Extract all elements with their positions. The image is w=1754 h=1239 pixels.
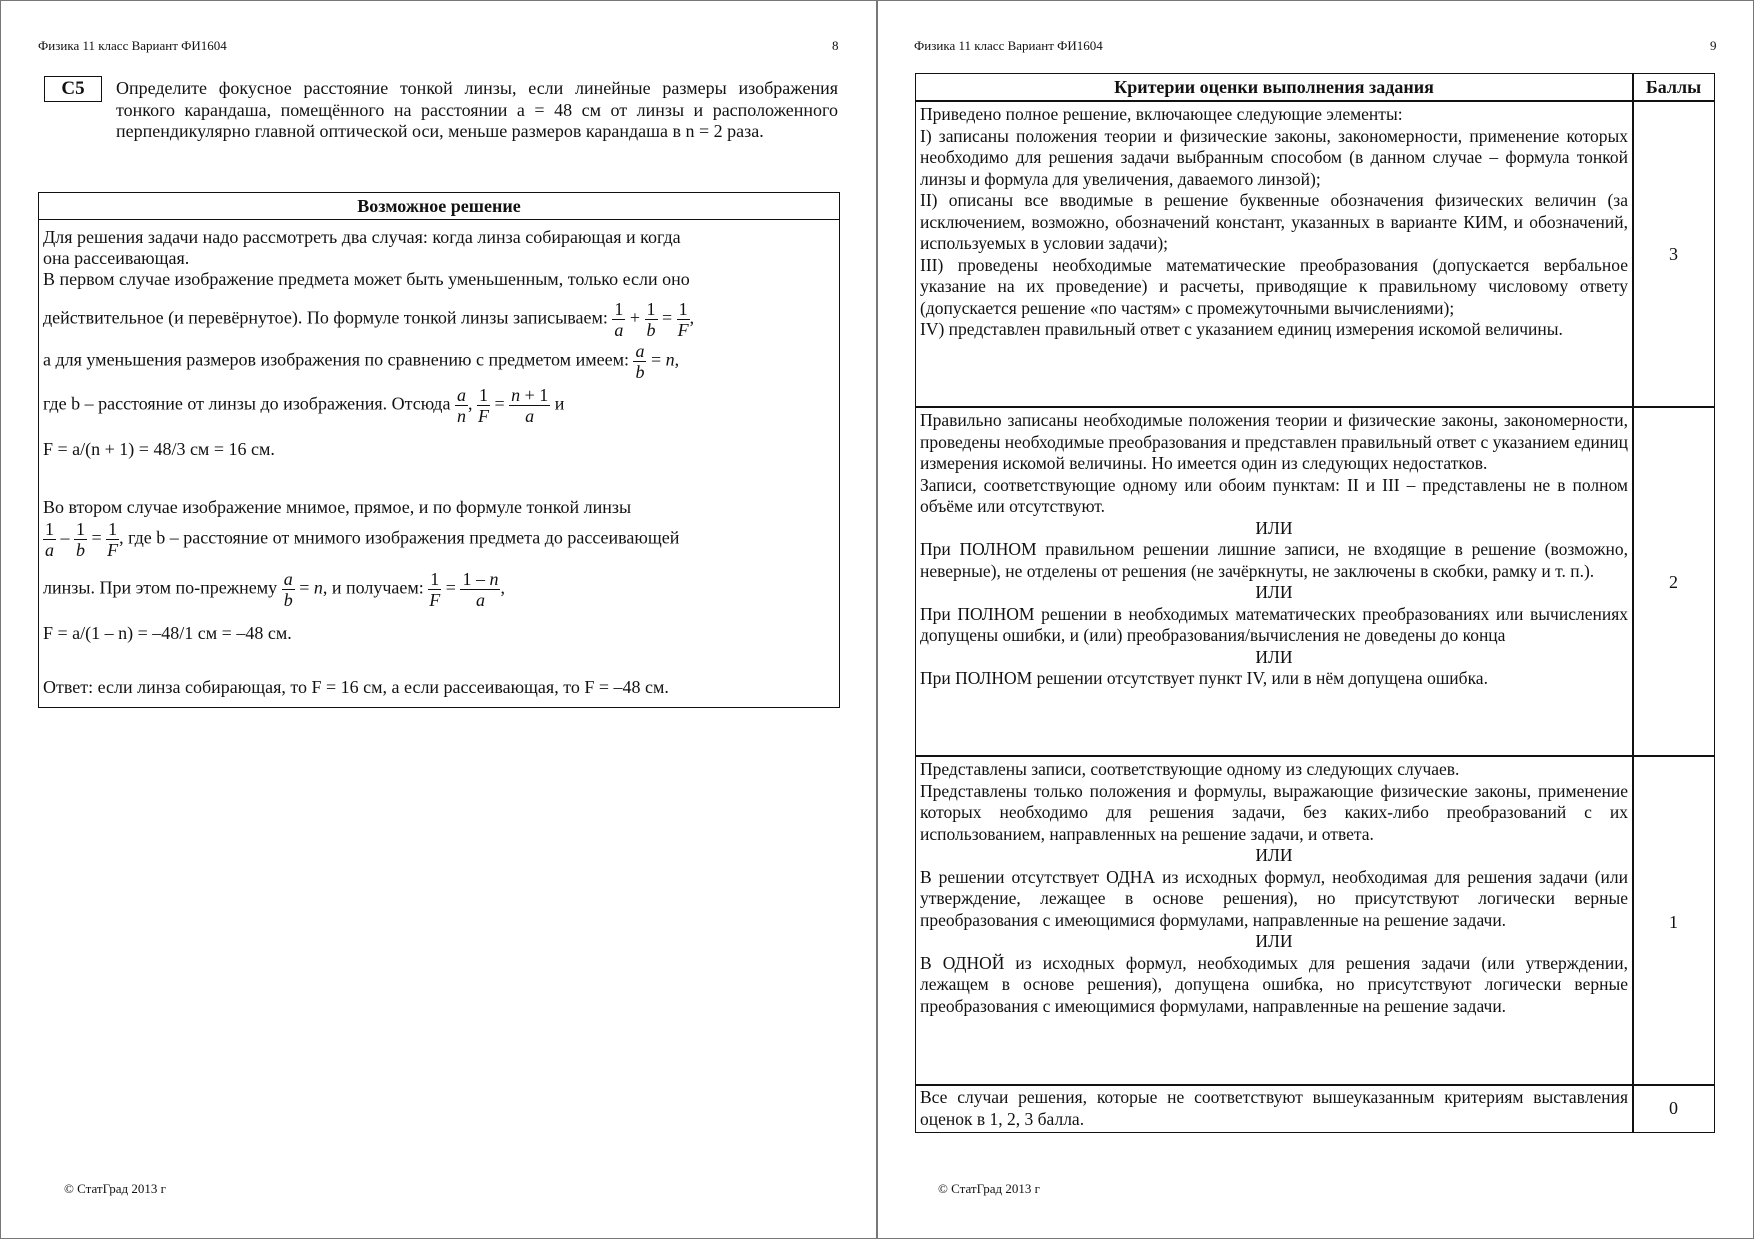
criteria-row-3 [920, 104, 1628, 341]
criteria-paragraph: В решении отсутствует ОДНА из исходных формул, необходимая для решения задачи (или утверждение, лежащее в основе решения), но присутствуют логически верные преобразования с имеющимися формулами, направленные на решение задачи. [920, 866, 1628, 930]
solution-line: В первом случае изображение предмета может быть уменьшенным, только если оно [43, 269, 690, 289]
criteria-paragraph: При ПОЛНОМ решении отсутствует пункт IV, или в нём допущена ошибка. [920, 668, 1488, 688]
score-value: 3 [1669, 244, 1678, 264]
formula-fraction: $\frac{1}{a}$ [45, 519, 54, 560]
criteria-paragraph: Записи, соответствующие одному или обоим пунктам: II и III – представлены не в полном объёме или отсутствуют. [920, 474, 1628, 516]
criteria-paragraph: При ПОЛНОМ правильном решении лишние записи, не входящие в решение (возможно, неверные), не отделены от решения (не зачёркнуты, не заключены в скобки, рамку и т. п.). [920, 539, 1628, 581]
solution-line-text: линзы. При этом по-прежнему [43, 577, 278, 598]
criteria-paragraph: IV) представлен правильный ответ с указанием единиц измерения искомой величины. [920, 319, 1563, 339]
score-value: 1 [1669, 912, 1678, 932]
formula-fraction: $\frac{1 - n}{a}$ [462, 569, 499, 610]
criteria-or: ИЛИ [1255, 646, 1293, 667]
solution-formula: F = a/(n + 1) = 48/3 см = 16 см. [43, 439, 275, 459]
criteria-paragraph: I) записаны положения теории и физические законы, закономерности, применение которых необходимо для решения задачи выбранным способом (в данном случае – формула тонкой линзы и формула для увеличения, даваемого линзой); [920, 125, 1628, 189]
formula-fraction: $\frac{1}{F}$ [107, 519, 119, 560]
formula-fraction: $\frac{a}{b}$ [635, 341, 645, 382]
criteria-row-2 [920, 410, 1628, 690]
table-row-divider [916, 406, 1714, 408]
solution-line-text: где b – расстояние от линзы до изображения. Отсюда [43, 393, 451, 414]
formula-fraction: $\frac{1}{F}$ [429, 569, 441, 610]
criteria-paragraph: Правильно записаны необходимые положения теории и физические законы, закономерности, проведены необходимые преобразования и представлен правильный ответ с указанием единиц измерения искомой величины. Но имеется один из следующих недостатков. [920, 410, 1628, 473]
page-number: 8 [832, 38, 839, 53]
solution-line: Для решения задачи надо рассмотреть два случая: когда линза собирающая и когда [43, 227, 681, 247]
page-number: 9 [1710, 38, 1717, 53]
score-value: 0 [1669, 1098, 1678, 1118]
formula-fraction: $\frac{a}{n}$ [456, 385, 466, 426]
solution-line: где b – расстояние от линзы до изображения. Отсюда $\frac{a}{n}$ , $\frac{1}{F}$ = $\frac{n + 1}{a}$ и [43, 385, 565, 426]
solution-title: Возможное решение [39, 193, 839, 220]
criteria-paragraph: В ОДНОЙ из исходных формул, необходимых для решения задачи (или утверждении, лежащем в основе решения), допущена ошибка, но присутствуют логически верные преобразования с имеющимися формулами, направленные на решение задачи. [920, 952, 1628, 1016]
formula-fraction: $\frac{1}{b}$ [646, 299, 656, 340]
table-row-divider [916, 100, 1714, 102]
solution-line-text: и получаем: [331, 577, 424, 598]
criteria-row-0 [920, 1087, 1628, 1130]
criteria-row-1 [920, 759, 1628, 1017]
page-footer: © СтатГрад 2013 г [64, 1181, 166, 1196]
criteria-or: ИЛИ [1255, 582, 1293, 602]
criteria-paragraph: Представлены записи, соответствующие одному из следующих случаев. [920, 759, 1460, 779]
formula-fraction: $\frac{a}{b}$ [283, 569, 293, 610]
solution-line: она рассеивающая. [43, 248, 190, 268]
page-footer: © СтатГрад 2013 г [938, 1181, 1040, 1196]
solution-answer: Ответ: если линза собирающая, то F = 16 см, а если рассеивающая, то F = –48 см. [43, 677, 669, 697]
criteria-paragraph: III) проведены необходимые математические преобразования (допускается вербальное указание на их проведение) и расчеты, приводящие к правильному числовому ответу (допускается решение «по частям» с промежуточными вычислениями); [920, 254, 1628, 318]
solution-line: линзы. При этом по-прежнему $\frac{a}{b}$ = n, и получаем: $\frac{1}{F}$ = $\frac{1 - n}{a}$ , [43, 569, 505, 610]
formula-fraction: $\frac{1}{F}$ [677, 299, 689, 340]
criteria-paragraph: При ПОЛНОМ решении в необходимых математических преобразованиях или вычислениях допущены ошибки, и (или) преобразования/вычисления не доведены до конца [920, 603, 1628, 645]
task-text: Определите фокусное расстояние тонкой линзы, если линейные размеры изображения тонкого карандаша, помещённого на расстоянии a = 48 см от линзы и расположенного перпендикулярно главной оптической оси, меньше размеров карандаша в n = 2 раза. [116, 78, 838, 141]
solution-line: $\frac{1}{a}$ – $\frac{1}{b}$ = $\frac{1}{F}$ , где b – расстояние от мнимого изображения предмета до рассеивающей [45, 519, 680, 560]
formula-fraction: $\frac{1}{b}$ [76, 519, 85, 560]
formula-fraction: $\frac{1}{a}$ [614, 299, 624, 340]
table-row-divider [916, 755, 1714, 757]
criteria-or: ИЛИ [1255, 517, 1293, 538]
page-header-title: Физика 11 класс Вариант ФИ1604 [914, 38, 1103, 53]
criteria-paragraph: II) описаны все вводимые в решение буквенные обозначения физических величин (за исключением, возможно, обозначений констант, указанных в варианте КИМ, и обозначений, используемых в условии задачи); [920, 190, 1628, 253]
formula-fraction: $\frac{1}{F}$ [477, 385, 489, 426]
table-row-divider [916, 1084, 1714, 1086]
solution-line: действительное (и перевёрнутое). По формуле тонкой линзы записываем: $\frac{1}{a}$ + $\frac{1}{b}$ = $\frac{1}{F}$ , [43, 299, 695, 340]
criteria-or: ИЛИ [1255, 931, 1293, 951]
criteria-paragraph: Приведено полное решение, включающее следующие элементы: [920, 104, 1403, 124]
page-left [0, 0, 876, 1239]
table-header-score: Баллы [1645, 77, 1702, 97]
table-column-divider [1632, 74, 1634, 1132]
criteria-paragraph: Все случаи решения, которые не соответствуют вышеуказанным критериям выставления оценок в 1, 2, 3 балла. [920, 1087, 1628, 1129]
task-label: С5 [44, 76, 102, 102]
criteria-or: ИЛИ [1255, 845, 1293, 865]
solution-line: Во втором случае изображение мнимое, прямое, и по формуле тонкой линзы [43, 497, 632, 517]
solution-line-text: , где b – расстояние от мнимого изображения предмета до рассеивающей [119, 527, 680, 548]
solution-line: а для уменьшения размеров изображения по сравнению с предметом имеем: $\frac{a}{b}$ = n, [43, 341, 680, 382]
score-value: 2 [1669, 572, 1678, 592]
table-header-criteria: Критерии оценки выполнения задания [1114, 77, 1434, 97]
solution-line-text: а для уменьшения размеров изображения по сравнению с предметом имеем: [43, 349, 629, 370]
criteria-table [915, 73, 1715, 1133]
solution-line-text: действительное (и перевёрнутое). По формуле тонкой линзы записываем: [43, 307, 608, 328]
criteria-paragraph: Представлены только положения и формулы, выражающие физические законы, применение которых необходимо для решения задачи, без каких-либо преобразований с их использованием, направленных на решение задачи, и ответа. [920, 780, 1628, 844]
solution-box [38, 192, 840, 708]
formula-fraction: $\frac{n + 1}{a}$ [511, 385, 549, 426]
page-header-title: Физика 11 класс Вариант ФИ1604 [38, 38, 227, 53]
solution-formula: F = a/(1 – n) = –48/1 см = –48 см. [43, 623, 292, 643]
